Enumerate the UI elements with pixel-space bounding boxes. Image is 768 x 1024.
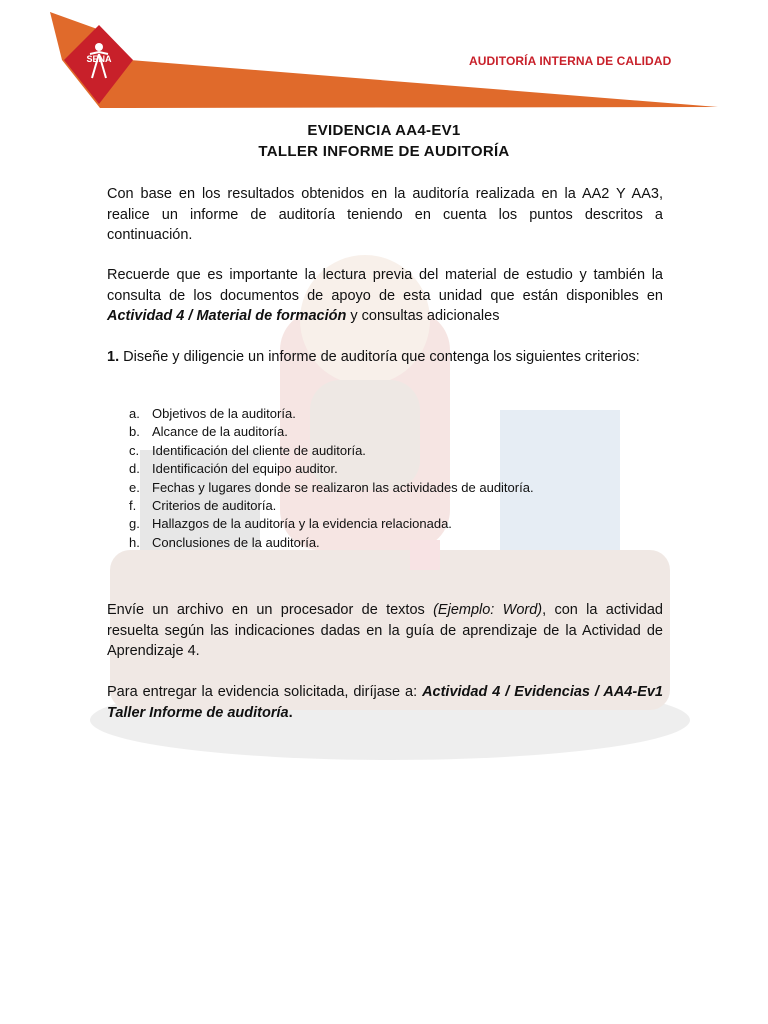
material-link-text: Actividad 4 / Material de formación [107, 308, 347, 324]
doc-title-line1: EVIDENCIA AA4-EV1 [307, 122, 461, 139]
list-letter: c. [129, 442, 140, 458]
list-item [129, 405, 534, 423]
list-text: Alcance de la auditoría. [152, 424, 288, 440]
reminder-line: Recuerde que es importante la lectura previa del material de estudio y también la [107, 267, 663, 283]
intro-paragraph [107, 184, 663, 246]
logo-text: SENA [86, 54, 112, 64]
reminder-paragraph [107, 265, 663, 327]
list-item [129, 497, 534, 515]
intro-line: Con base en los resultados obtenidos en la auditoría realizada en la AA2 Y AA3, [107, 186, 663, 202]
list-item [129, 442, 534, 460]
criteria-list [129, 405, 534, 552]
task-paragraph [107, 347, 663, 368]
list-letter: f. [129, 498, 137, 514]
send-post: , con la actividad resuelta según las indicaciones dadas en la guía de aprendizaje de la Actividad de Aprendizaje 4. [107, 602, 663, 659]
list-item [129, 515, 534, 533]
deliver-pre: Para entregar la evidencia solicitada, diríjase a: [107, 684, 423, 700]
list-text: Hallazgos de la auditoría y la evidencia relacionada. [152, 516, 452, 532]
intro-line: realice un informe de auditoría teniendo en cuenta los puntos descritos a [107, 206, 663, 223]
list-letter: a. [129, 406, 140, 421]
list-item [129, 534, 534, 552]
send-pre: Envíe un archivo en un procesador de textos [107, 602, 434, 618]
list-text: Identificación del cliente de auditoría. [152, 442, 366, 458]
list-letter: d. [129, 461, 140, 477]
list-item [129, 479, 534, 497]
list-letter: b. [129, 424, 140, 440]
send-example: (Ejemplo: Word) [433, 602, 543, 618]
deliver-paragraph [107, 682, 663, 723]
task-text: Diseñe y diligencie un informe de auditoría que contenga los siguientes criterios: [119, 349, 640, 365]
deliver-path: Actividad 4 / Evidencias / AA4-Ev1 Taller Informe de auditoría [107, 684, 663, 721]
list-text: Objetivos de la auditoría. [152, 406, 296, 421]
list-item [129, 460, 534, 478]
header-title: AUDITORÍA INTERNA DE CALIDAD [469, 54, 672, 68]
list-letter: g. [129, 516, 140, 532]
list-letter: h. [129, 534, 140, 550]
send-paragraph [107, 600, 663, 662]
task-number: 1. [107, 349, 120, 365]
doc-title-line2: TALLER INFORME DE AUDITORÍA [258, 143, 510, 160]
list-letter: e. [129, 479, 140, 495]
reminder-tail: y consultas adicionales [346, 308, 500, 324]
list-item [129, 423, 534, 441]
list-text: Fechas y lugares donde se realizaron las actividades de auditoría. [152, 479, 534, 495]
reminder-line: consulta de los documentos de apoyo de esta unidad que están disponibles en [107, 287, 663, 304]
list-text: Identificación del equipo auditor. [152, 461, 338, 477]
list-text: Conclusiones de la auditoría. [152, 534, 320, 550]
intro-line: continuación. [107, 227, 193, 243]
list-text: Criterios de auditoría. [152, 498, 277, 514]
deliver-end: . [288, 704, 293, 721]
